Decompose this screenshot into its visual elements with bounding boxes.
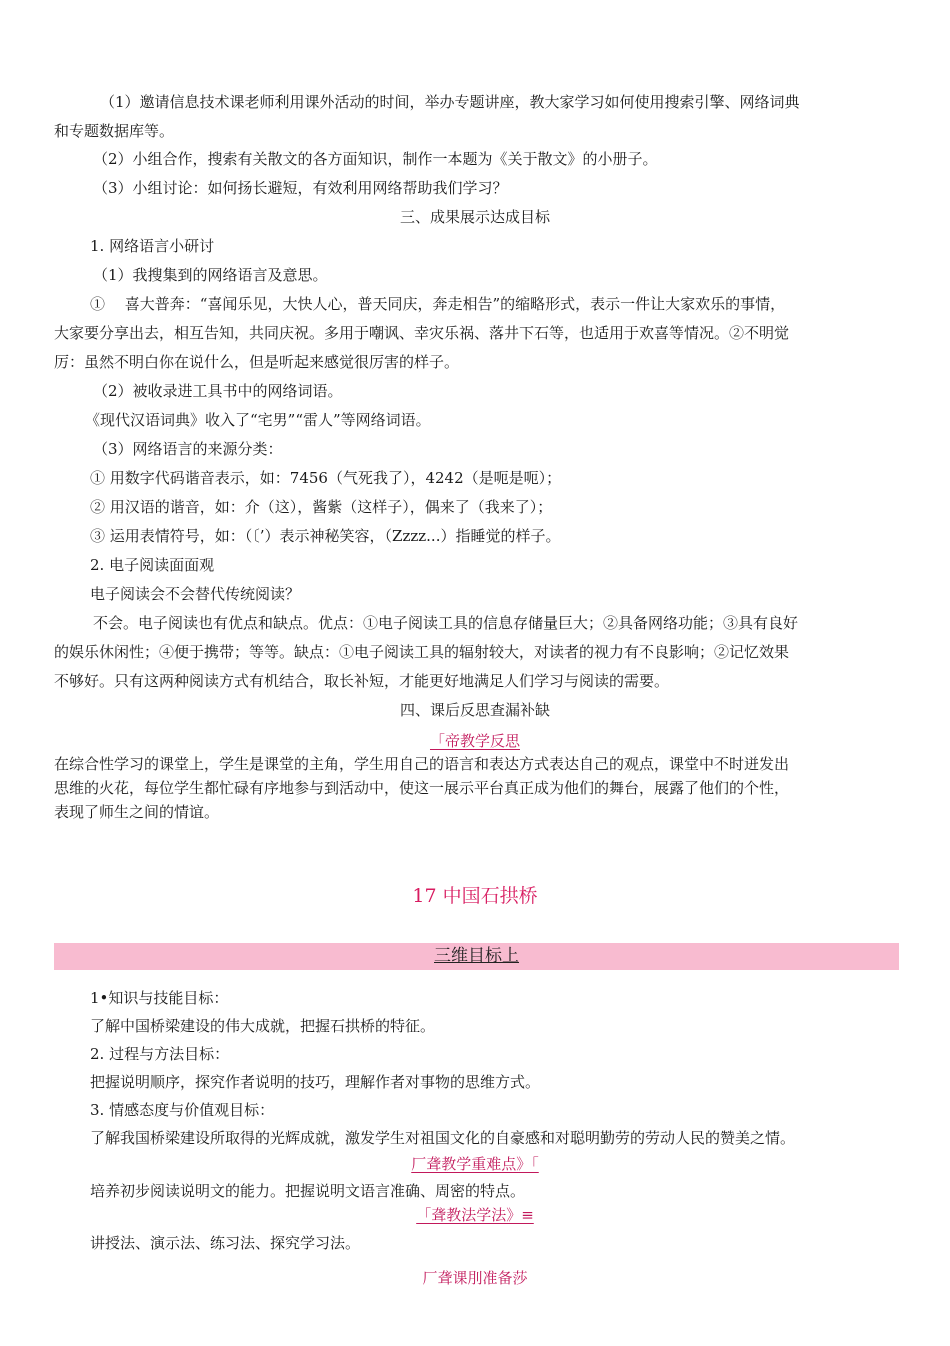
text-line: ① 用数字代码谐音表示，如：7456（气死我了），4242（是呃是呃）；	[90, 469, 562, 487]
text-line: 表现了师生之间的情谊。	[54, 803, 220, 821]
text-line: 厉：虽然不明白你在说什么，但是听起来感觉很厉害的样子。	[54, 353, 460, 371]
lesson-title: 17 中国石拱桥	[412, 885, 538, 907]
text-line: 和专题数据库等。	[54, 122, 175, 140]
goal-heading: 2. 过程与方法目标：	[90, 1045, 230, 1063]
methods-heading: 「聋教法学法》≡	[416, 1206, 534, 1224]
goal-text: 了解我国桥梁建设所取得的光辉成就，激发学生对祖国文化的自豪感和对聪明勤劳的劳动人民的赞美之情。	[90, 1129, 796, 1147]
methods-text: 讲授法、演示法、练习法、探究学习法。	[90, 1234, 361, 1252]
goal-heading: 1•知识与技能目标：	[90, 989, 229, 1007]
section-band-label: 三维目标上	[434, 946, 519, 966]
text-line: （3）网络语言的来源分类：	[93, 440, 283, 458]
section-band	[54, 943, 899, 970]
text-line: （2）被收录进工具书中的网络词语。	[93, 382, 343, 400]
text-line: 1. 网络语言小研讨	[90, 237, 215, 255]
text-line: 思维的火花，每位学生都忙碌有序地参与到活动中，使这一展示平台真正成为他们的舞台，展露了他们的个性，	[54, 779, 790, 797]
text-line: 2. 电子阅读面面观	[90, 556, 215, 574]
text-line: 的娱乐休闲性；④便于携带；等等。缺点：①电子阅读工具的辐射较大，对读者的视力有不良影响；②记忆效果	[54, 643, 790, 661]
text-line: （1）邀请信息技术课老师利用课外活动的时间，举办专题讲座，教大家学习如何使用搜索引擎、网络词典	[100, 93, 800, 111]
key-points-text: 培养初步阅读说明文的能力。把握说明文语言准确、周密的特点。	[90, 1182, 526, 1200]
text-line: ③ 运用表情符号，如：（〔’）表示神秘笑容，（Zzzz...）指睡觉的样子。	[90, 527, 561, 545]
text-line: 电子阅读会不会替代传统阅读？	[90, 585, 301, 603]
text-line: ① 喜大普奔：“喜闻乐见，大快人心，普天同庆，奔走相告”的缩略形式，表示一件让大家欢乐的事情，	[90, 295, 786, 313]
text-line: 在综合性学习的课堂上，学生是课堂的主角，学生用自己的语言和表达方式表达自己的观点，课堂中不时迸发出	[54, 755, 790, 773]
goal-text: 了解中国桥梁建设的伟大成就，把握石拱桥的特征。	[90, 1017, 436, 1035]
text-line: （2）小组合作，搜索有关散文的各方面知识，制作一本题为《关于散文》的小册子。	[93, 150, 658, 168]
section-heading: 三、成果展示达成目标	[399, 208, 550, 226]
text-line: （3）小组讨论：如何扬长避短，有效利用网络帮助我们学习？	[93, 179, 508, 197]
preparation-heading: 厂聋课刖准备莎	[422, 1269, 528, 1287]
text-line: 大家要分享出去，相互告知，共同庆祝。多用于嘲讽、幸灾乐祸、落井下石等，也适用于欢喜等情况。②不明觉	[54, 324, 790, 342]
text-line: ② 用汉语的谐音，如：介（这），酱紫（这样子），偶来了（我来了）；	[90, 498, 553, 516]
text-line: （1）我搜集到的网络语言及意思。	[93, 266, 328, 284]
text-line: 不会。电子阅读也有优点和缺点。优点：①电子阅读工具的信息存储量巨大；②具备网络功能；③具有良好	[93, 614, 799, 632]
key-points-heading: 厂聋教学重难点》「	[411, 1155, 539, 1173]
goal-text: 把握说明顺序，探究作者说明的技巧，理解作者对事物的思维方式。	[90, 1073, 541, 1091]
reflection-heading: 「帝教学反思	[429, 732, 520, 750]
text-line: 《现代汉语词典》收入了“宅男”“雷人”等网络词语。	[85, 411, 431, 429]
goal-heading: 3. 情感态度与价值观目标：	[90, 1101, 275, 1119]
section-heading: 四、课后反思查漏补缺	[399, 701, 550, 719]
text-line: 不够好。只有这两种阅读方式有机结合，取长补短，才能更好地满足人们学习与阅读的需要。	[54, 672, 670, 690]
